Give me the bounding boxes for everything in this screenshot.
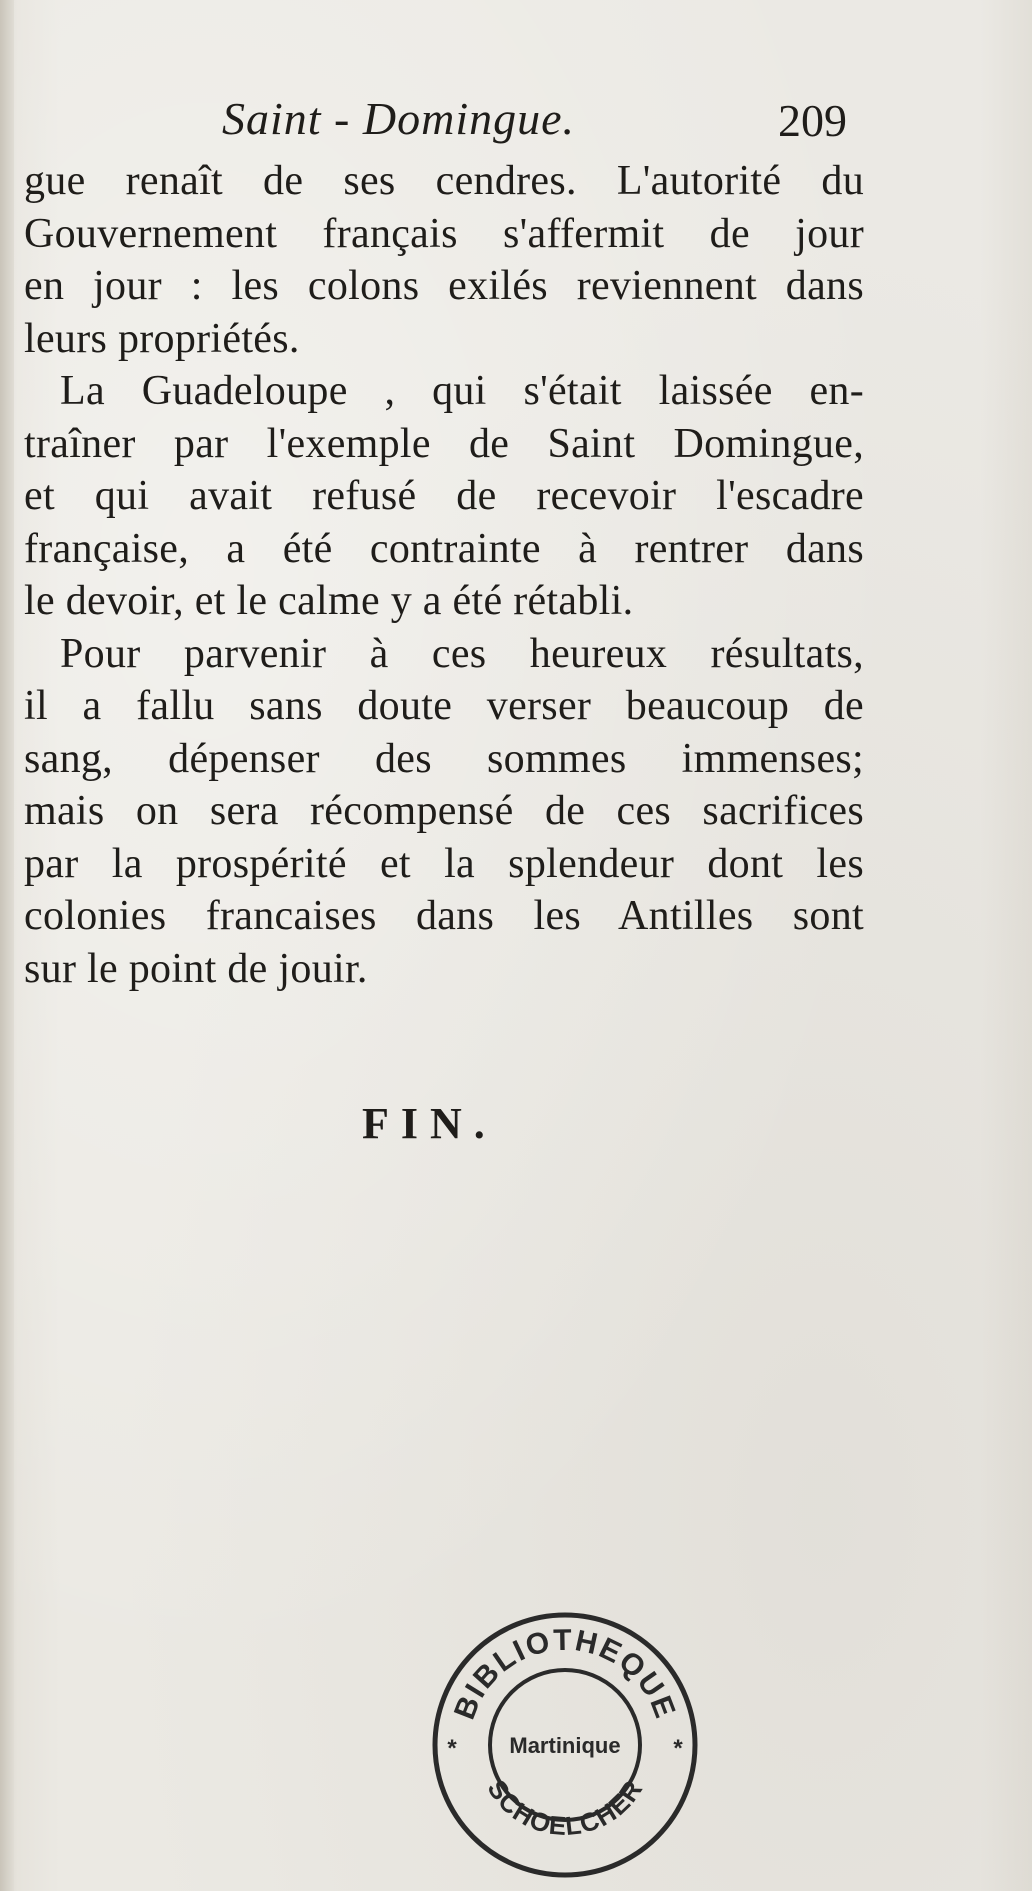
text-line: traîner par l'exemple de Saint Domingue, <box>24 420 864 467</box>
text-line: il a fallu sans doute verser beaucoup de <box>24 683 864 729</box>
end-mark: FIN. <box>362 1099 497 1148</box>
running-head <box>0 92 1032 152</box>
text-line: Pour parvenir à ces heureux résultats, <box>60 630 864 677</box>
stamp-star-right: * <box>673 1735 683 1762</box>
stamp-seal-icon <box>430 1610 700 1880</box>
text-line: par la prospérité et la splendeur dont les <box>24 840 864 887</box>
text-line: française, a été contrainte à rentrer dans <box>24 525 864 572</box>
running-title: Saint - Domingue. <box>222 93 576 144</box>
text-line: sang, dépenser des sommes immenses; <box>24 735 864 782</box>
text-line: gue renaît de ses cendres. L'autorité du <box>24 158 864 204</box>
text-line: Gouvernement français s'affermit de jour <box>24 210 864 257</box>
svg-text:SCHOELCHER <box>481 1774 648 1841</box>
page-number: 209 <box>778 95 847 146</box>
text-line: mais on sera récompensé de ces sacrifices <box>24 788 864 834</box>
library-stamp <box>430 1610 700 1880</box>
text-line: sur le point de jouir. <box>24 945 368 992</box>
stamp-bottom-text: SCHOELCHER <box>481 1774 649 1842</box>
page-gutter-shadow <box>0 0 14 1891</box>
text-line: La Guadeloupe , qui s'était laissée en- <box>60 368 864 414</box>
text-line: leurs propriétés. <box>24 315 300 362</box>
svg-text:BIBLIOTHEQUE <box>448 1624 682 1724</box>
text-line: colonies francaises dans les Antilles sont <box>24 893 864 939</box>
body-text <box>24 155 864 995</box>
stamp-top-text: BIBLIOTHEQUE <box>448 1623 682 1724</box>
text-line: le devoir, et le calme y a été rétabli. <box>24 578 634 624</box>
stamp-star-left: * <box>447 1735 457 1762</box>
text-line: en jour : les colons exilés reviennent dans <box>24 263 864 309</box>
text-line: et qui avait refusé de recevoir l'escadre <box>24 473 864 519</box>
stamp-center-text: Martinique <box>509 1733 621 1758</box>
